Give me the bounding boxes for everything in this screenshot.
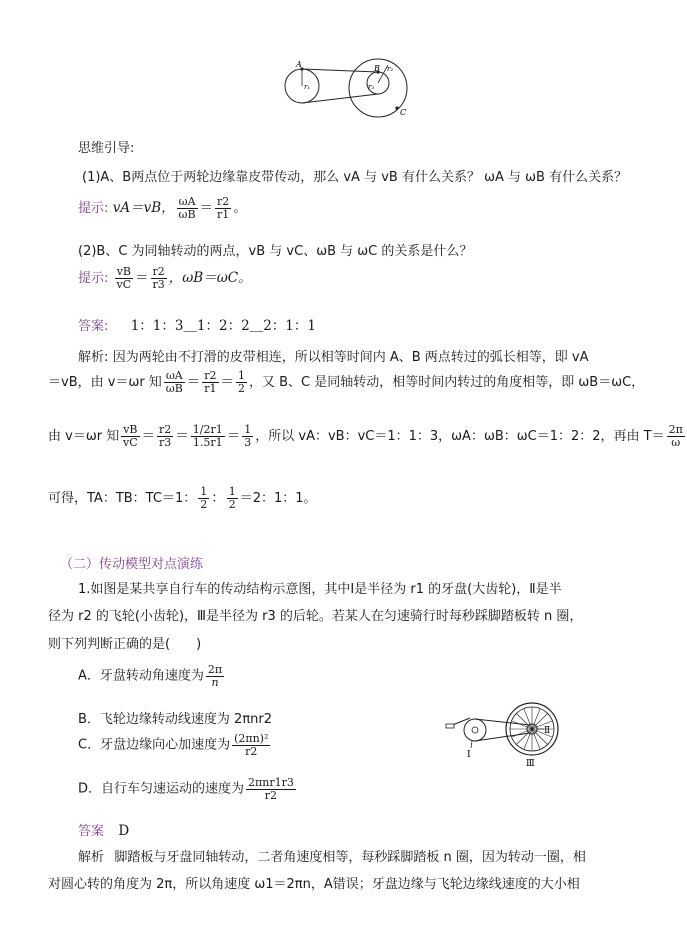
ex-line3-2pi: 2π [668,423,683,437]
hint2-den: vC [116,278,132,291]
ex-line2-frac-half [236,370,247,394]
ex-line3-vc: vC [123,436,138,449]
question-1: (1)A、B两点位于两轮边缘靠皮带传动，那么 vA 与 vB 有什么关系？ ωA 与 ωB 有什么关系？ [82,170,628,185]
ex-line2-c: ＝ [220,374,234,390]
option-d-num: 2πnr1r3 [248,776,294,789]
explanation-2-line-2: 对圆心转的角度为 2π，所以角速度 ω1＝2πn，A错误；牙盘边缘与飞轮边缘线速度的大小相 [48,877,580,892]
option-c-text: C．牙盘边缘向心加速度为 [78,737,231,753]
option-b: B．飞轮边缘转动线速度为 2πnr2 [78,712,273,727]
hint1-eq: ＝ [199,200,214,216]
hint1-rnum: r2 [217,195,230,209]
label-r3: r₃ [368,83,375,91]
ex-frac-wa: ωA [165,369,183,383]
option-d-text: D．自行车匀速运动的速度为 [78,781,245,797]
ex-line3-frac-r [157,424,173,448]
ex-line3-15: 1.5r1 [192,436,223,449]
ex-line3-frac-period [667,424,685,448]
hint1-frac-r [215,196,231,220]
hint2-label: 提示: [78,271,109,286]
ex-line4-a: 可得，TA：TB：TC＝1： [48,491,197,506]
ex-line2-frac-r [202,370,218,394]
ex-line2-b: ＝ [186,374,201,390]
problem-1-line-3: 则下列判断正确的是( ) [48,637,202,652]
hint2-end: ，ωB＝ωC。 [168,270,252,286]
option-a-frac [206,664,224,688]
ex-line3-half: 1/2r1 [192,423,223,437]
label-ii: Ⅱ [544,726,551,736]
ex-line2-d: ，又 B、C 是同轴转动，相等时间内转过的角度相等，即 ωB＝ωC， [249,375,645,390]
ex-line4-den1: 2 [200,498,208,511]
answer-text: 1：1：3＿1：2：2＿2：1：1 [130,318,316,334]
option-c-frac [232,733,270,757]
option-c [78,733,272,757]
explanation-line-4 [48,486,317,511]
option-d-frac [246,777,296,801]
ex-line3-b: ，所以 vA：vB：vC＝1：1：3，ωA：ωB：ωC＝1：2：2，再由 T＝ [255,429,665,444]
ex-line4-b: ： [211,490,225,506]
option-a-den: n [211,675,219,689]
ex-line4-frac-2 [227,486,238,510]
belt-pulley-figure [282,55,414,120]
ex-line3-frac-nested [191,424,225,448]
ex-frac-2: 2 [238,382,245,395]
jiexi-label: 解析: [78,350,109,365]
section-title: （二）传动模型对点演练 [60,557,204,572]
hint2-frac-r [151,266,167,290]
option-d [78,777,298,801]
ex-line4-den2: 2 [228,498,236,511]
hint-label: 提示: [78,201,109,216]
ex-line3-a: 由 v＝ωr 知 [48,429,120,444]
option-c-den: r2 [245,744,258,758]
answer-2-row [78,820,129,839]
hint-1 [78,196,247,221]
hint2-rnum: r2 [152,265,165,279]
answer2-label: 答案 [78,824,105,839]
option-a [78,664,226,688]
answer-row [78,314,316,334]
hint2-num: vB [116,265,131,279]
label-i: Ⅰ [467,750,471,760]
ex-frac-r1: r1 [204,382,217,395]
label-r1: r₁ [304,83,311,91]
ex-line4-frac-1 [198,486,209,510]
label-r2: r₂ [387,65,394,73]
ex-frac-1: 1 [238,369,245,383]
explanation-line-1 [78,346,588,365]
ex-line1-text: 因为两轮由不打滑的皮带相连，所以相等时间内 A、B 两点转过的弧长相等，即 vA [112,350,589,365]
label-iii: Ⅲ [526,759,535,769]
ex-line4-num2: 1 [228,485,236,499]
ex-line2-a: ＝vB，由 v＝ωr 知 [48,375,162,390]
answer2-value: D [118,823,130,839]
belt-top [302,69,378,72]
answer-label: 答案: [78,319,109,334]
problem-1-line-1: 1.如图是某共享自行车的传动结构示意图，其中Ⅰ是半径为 r1 的牙盘(大齿轮)，Ⅱ是半 [78,582,562,597]
chainring [464,719,486,741]
ex-line3-1: 1 [244,423,252,437]
label-b: B [374,64,380,73]
ex-line3-frac-third [242,424,253,448]
ex-line4-num1: 1 [200,485,208,499]
hint2-eq: ＝ [135,270,149,286]
option-a-num: 2π [207,663,223,676]
hint1-den: ωB [178,208,196,221]
option-a-text: A．牙盘转动角速度为 [78,668,204,684]
hint1-num: ωA [178,195,196,209]
ex-frac-wb: ωB [165,382,183,395]
hint1-end: 。 [233,200,247,216]
ex-line4-c: ＝2：1：1。 [239,491,317,506]
option-d-den: r2 [264,788,278,802]
question-2: (2)B、C 为同轴转动的两点，vB 与 vC、ωB 与 ωC 的关系是什么？ [78,244,473,259]
label-a: A [296,60,302,69]
guide-title: 思维引导: [78,141,135,156]
jiexi2-line1: 脚踏板与牙盘同轴转动，二者角速度相等，每秒踩脚踏板 n 圈，因为转动一圈，相 [114,850,586,865]
ex-line3-vb: vB [123,423,138,437]
label-c: C [400,108,407,117]
explanation-line-2 [48,370,644,395]
problem-1-line-2: 径为 r2 的飞轮(小齿轮)，Ⅲ是半径为 r3 的后轮。若某人在匀速骑行时每秒踩脚踏板转 n 圈， [48,609,583,624]
ex-line3-3: 3 [244,436,252,449]
bicycle-transmission-figure [440,690,580,770]
jiexi2-label: 解析 [78,850,105,865]
explanation-line-3: 由 v＝ωr 知 $\frac{vB}{vC}$ ＝ $\frac{r2}{r3}$ ＝ $\frac{1/2r1}{1.5r1}$ ＝ $\frac{1}{3}$ ，所以 vA：vB：vC＝1：1：3，ωA：ωB：ωC＝1：2：2，再由 T＝ $\frac{2\pi}{\omega}$ [48,423,683,449]
hint1-text: vA＝vB， [112,200,175,216]
hint1-frac-omega [177,196,198,220]
ex-line3-r2: r2 [159,423,172,437]
hint2-frac-v [115,266,133,290]
option-c-num: (2πn)² [234,732,269,745]
ex-line3-omega: ω [671,436,681,449]
ex-line3-frac-v [121,424,139,448]
explanation-2-line-1 [78,846,586,865]
hint1-rden: r1 [217,208,230,221]
hint-2 [78,266,252,291]
hint2-rden: r3 [152,278,165,291]
ex-line2-frac-omega [164,370,185,394]
ex-line3-r3: r3 [159,436,172,449]
ex-frac-r2: r2 [204,369,217,383]
